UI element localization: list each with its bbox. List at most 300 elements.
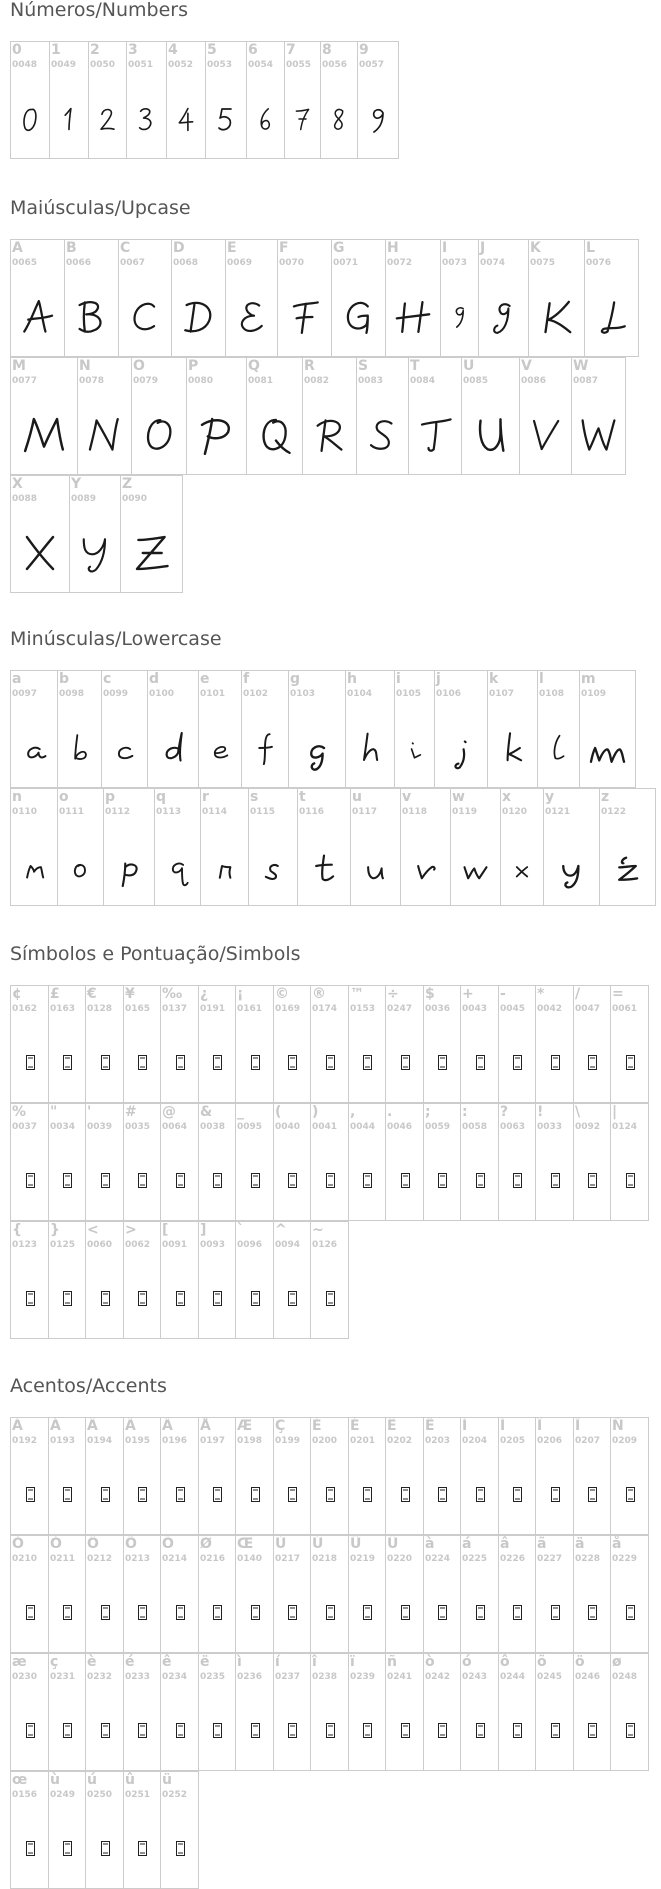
- glyph-character: ä: [575, 1536, 585, 1552]
- glyph-character: Y: [71, 476, 82, 492]
- glyph-character: /: [575, 986, 581, 1002]
- glyph-cell-upper-c: [118, 239, 172, 357]
- glyph-character: 1: [51, 42, 61, 58]
- glyph-sample: [278, 288, 331, 346]
- glyph-character: Å: [200, 1418, 211, 1434]
- glyph-character: -: [500, 986, 506, 1002]
- glyph-character: }: [50, 1222, 60, 1238]
- glyph-code: 0245: [537, 1672, 563, 1682]
- glyph-code: 0161: [237, 1004, 263, 1014]
- glyph-character: ü: [162, 1772, 172, 1788]
- glyph-character: M: [12, 358, 26, 374]
- glyph-sample: [121, 524, 182, 582]
- glyph-code: 0108: [539, 689, 565, 699]
- missing-glyph-icon: [438, 1723, 447, 1738]
- glyph-character: F: [279, 240, 289, 256]
- glyph-cell-u20ac: [85, 985, 124, 1103]
- glyph-code: 0111: [59, 807, 85, 817]
- glyph-character: X: [12, 476, 23, 492]
- glyph-cell-ue8: [85, 1653, 124, 1771]
- glyph-cell-upper-p: [186, 357, 247, 475]
- glyph-code: 0060: [87, 1240, 113, 1250]
- glyph-code: 0073: [442, 258, 468, 268]
- glyph-cell-ud4: [85, 1535, 124, 1653]
- glyph-code: 0063: [500, 1122, 526, 1132]
- missing-glyph-icon: [438, 1055, 447, 1070]
- glyph-character: Ã: [125, 1418, 136, 1434]
- glyph-cell-ufa: [85, 1771, 124, 1889]
- glyph-code: 0122: [601, 807, 627, 817]
- missing-glyph-icon: [363, 1055, 372, 1070]
- glyph-cell-u2e: [385, 1103, 424, 1221]
- missing-glyph-icon: [251, 1055, 260, 1070]
- glyph-sample: [50, 90, 88, 148]
- glyph-character: e: [200, 671, 210, 687]
- glyph-code: 0070: [279, 258, 305, 268]
- glyph-character: â: [500, 1536, 510, 1552]
- glyph-character: H: [387, 240, 399, 256]
- glyph-character: Ì: [462, 1418, 468, 1434]
- missing-glyph-icon: [176, 1291, 185, 1306]
- missing-glyph-icon: [551, 1723, 560, 1738]
- glyph-character: {: [12, 1222, 22, 1238]
- glyph-sample: [11, 524, 69, 582]
- glyph-cell-digit-4: [166, 41, 206, 159]
- glyph-character: ¥: [125, 986, 135, 1002]
- glyph-cell-u27: [85, 1103, 124, 1221]
- glyph-sample: [247, 90, 284, 148]
- glyph-cell-ue7: [48, 1653, 86, 1771]
- glyph-character: q: [156, 789, 167, 805]
- glyph-code: 0250: [87, 1790, 113, 1800]
- glyph-sample: [201, 837, 248, 895]
- missing-glyph-icon: [213, 1605, 222, 1620]
- missing-glyph-icon: [138, 1291, 147, 1306]
- section-title-upcase: Maiúsculas/Upcase: [10, 197, 191, 219]
- glyph-code: 0114: [202, 807, 228, 817]
- glyph-code: 0049: [51, 60, 77, 70]
- glyph-character: È: [312, 1418, 322, 1434]
- glyph-code: 0123: [12, 1240, 38, 1250]
- glyph-character: ã: [537, 1536, 547, 1552]
- glyph-code: 0211: [50, 1554, 76, 1564]
- glyph-cell-digit-9: [357, 41, 399, 159]
- glyph-cell-uc4: [160, 1417, 199, 1535]
- glyph-code: 0194: [87, 1436, 113, 1446]
- section-title-accents: Acentos/Accents: [10, 1375, 167, 1397]
- glyph-cell-u152: [235, 1535, 274, 1653]
- glyph-code: 0099: [103, 689, 129, 699]
- glyph-sample: [78, 406, 131, 464]
- glyph-code: 0229: [612, 1554, 638, 1564]
- glyph-cell-lower-q: [154, 788, 201, 906]
- glyph-cell-lower-a: [10, 670, 58, 788]
- glyph-code: 0035: [125, 1122, 151, 1132]
- glyph-code: 0204: [462, 1436, 488, 1446]
- glyph-cell-upper-l: [584, 239, 639, 357]
- glyph-character: Ó: [50, 1536, 62, 1552]
- glyph-cell-ubf: [198, 985, 236, 1103]
- glyph-sample: [127, 90, 166, 148]
- glyph-cell-u40: [160, 1103, 199, 1221]
- glyph-sample: [529, 288, 584, 346]
- glyph-code: 0232: [87, 1672, 113, 1682]
- glyph-cell-upper-g: [331, 239, 386, 357]
- glyph-sample: [148, 719, 198, 777]
- glyph-code: 0242: [425, 1672, 451, 1682]
- glyph-cell-upper-n: [77, 357, 132, 475]
- glyph-cell-lower-y: [543, 788, 600, 906]
- glyph-cell-lower-n: [10, 788, 58, 906]
- glyph-character: ‰: [162, 986, 183, 1002]
- glyph-character: J: [480, 240, 486, 256]
- glyph-code: 0071: [333, 258, 359, 268]
- glyph-character: é: [125, 1654, 135, 1670]
- glyph-cell-u5f: [235, 1103, 274, 1221]
- glyph-cell-uf4: [498, 1653, 536, 1771]
- glyph-code: 0092: [575, 1122, 601, 1132]
- glyph-sample: [247, 406, 302, 464]
- glyph-code: 0072: [387, 258, 413, 268]
- glyph-cell-ud2: [10, 1535, 49, 1653]
- glyph-sample: [11, 288, 64, 346]
- glyph-code: 0050: [90, 60, 116, 70]
- glyph-code: 0105: [396, 689, 422, 699]
- glyph-sample: [538, 719, 579, 777]
- missing-glyph-icon: [513, 1723, 522, 1738]
- glyph-code: 0156: [12, 1790, 38, 1800]
- glyph-character: L: [586, 240, 595, 256]
- missing-glyph-icon: [101, 1723, 110, 1738]
- missing-glyph-icon: [588, 1173, 597, 1188]
- glyph-code: 0165: [125, 1004, 151, 1014]
- glyph-cell-uf9: [48, 1771, 86, 1889]
- missing-glyph-icon: [176, 1055, 185, 1070]
- missing-glyph-icon: [63, 1605, 72, 1620]
- glyph-code: 0244: [500, 1672, 526, 1682]
- glyph-sample: [346, 719, 394, 777]
- glyph-character: m: [581, 671, 596, 687]
- glyph-sample: [102, 719, 147, 777]
- glyph-cell-upper-q: [246, 357, 303, 475]
- glyph-cell-ueb: [198, 1653, 236, 1771]
- missing-glyph-icon: [213, 1055, 222, 1070]
- glyph-code: 0057: [359, 60, 385, 70]
- glyph-sample: [386, 288, 440, 346]
- glyph-code: 0055: [286, 60, 312, 70]
- missing-glyph-icon: [288, 1173, 297, 1188]
- glyph-cell-u3f: [498, 1103, 536, 1221]
- glyph-cell-lower-p: [103, 788, 155, 906]
- glyph-cell-lower-b: [57, 670, 102, 788]
- glyph-cell-digit-7: [284, 41, 321, 159]
- glyph-code: 0084: [410, 376, 436, 386]
- glyph-character: E: [227, 240, 237, 256]
- glyph-code: 0100: [149, 689, 175, 699]
- missing-glyph-icon: [26, 1055, 35, 1070]
- glyph-code: 0116: [299, 807, 325, 817]
- glyph-character: z: [601, 789, 610, 805]
- glyph-character: =: [612, 986, 624, 1002]
- glyph-code: 0209: [612, 1436, 638, 1446]
- glyph-cell-u28: [273, 1103, 311, 1221]
- missing-glyph-icon: [401, 1173, 410, 1188]
- glyph-code: 0119: [452, 807, 478, 817]
- glyph-character: d: [149, 671, 160, 687]
- glyph-character: ¡: [237, 986, 244, 1002]
- glyph-cell-uc8: [310, 1417, 349, 1535]
- glyph-code: 0064: [162, 1122, 188, 1132]
- glyph-cell-digit-2: [88, 41, 127, 159]
- glyph-sample: [580, 719, 635, 777]
- glyph-character: 5: [207, 42, 217, 58]
- glyph-character: [: [162, 1222, 169, 1238]
- missing-glyph-icon: [251, 1605, 260, 1620]
- missing-glyph-icon: [513, 1055, 522, 1070]
- missing-glyph-icon: [26, 1723, 35, 1738]
- glyph-character: G: [333, 240, 345, 256]
- missing-glyph-icon: [326, 1487, 335, 1502]
- missing-glyph-icon: [101, 1841, 110, 1856]
- glyph-cell-upper-v: [519, 357, 572, 475]
- missing-glyph-icon: [363, 1723, 372, 1738]
- glyph-code: 0169: [275, 1004, 301, 1014]
- glyph-sample: [544, 837, 599, 895]
- section-title-numbers: Números/Numbers: [10, 0, 188, 21]
- glyph-cell-u7c: [610, 1103, 649, 1221]
- glyph-code: 0054: [248, 60, 274, 70]
- glyph-cell-udc: [385, 1535, 424, 1653]
- glyph-code: 0198: [237, 1436, 263, 1446]
- glyph-code: 0213: [125, 1554, 151, 1564]
- glyph-code: 0237: [275, 1672, 301, 1682]
- missing-glyph-icon: [363, 1487, 372, 1502]
- glyph-character: K: [530, 240, 541, 256]
- glyph-sample: [572, 406, 625, 464]
- glyph-code: 0091: [162, 1240, 188, 1250]
- glyph-sample: [409, 406, 461, 464]
- glyph-code: 0249: [50, 1790, 76, 1800]
- glyph-character: 8: [322, 42, 332, 58]
- glyph-code: 0137: [162, 1004, 188, 1014]
- glyph-code: 0153: [350, 1004, 376, 1014]
- glyph-code: 0196: [162, 1436, 188, 1446]
- glyph-code: 0120: [502, 807, 528, 817]
- glyph-code: 0113: [156, 807, 182, 817]
- glyph-cell-ue1: [460, 1535, 499, 1653]
- glyph-cell-upper-h: [385, 239, 441, 357]
- glyph-code: 0061: [612, 1004, 638, 1014]
- glyph-cell-ue9: [123, 1653, 161, 1771]
- glyph-character: Æ: [237, 1418, 253, 1434]
- glyph-character: 0: [12, 42, 22, 58]
- missing-glyph-icon: [63, 1291, 72, 1306]
- glyph-cell-lower-i: [394, 670, 435, 788]
- glyph-character: ©: [275, 986, 289, 1002]
- missing-glyph-icon: [138, 1173, 147, 1188]
- glyph-code: 0201: [350, 1436, 376, 1446]
- glyph-code: 0062: [125, 1240, 151, 1250]
- missing-glyph-icon: [551, 1055, 560, 1070]
- glyph-cell-uea: [160, 1653, 199, 1771]
- glyph-cell-uec: [235, 1653, 274, 1771]
- glyph-character: @: [162, 1104, 176, 1120]
- glyph-character: ÷: [387, 986, 399, 1002]
- missing-glyph-icon: [26, 1291, 35, 1306]
- glyph-character: x: [502, 789, 512, 805]
- glyph-character: 2: [90, 42, 100, 58]
- glyph-cell-lower-l: [537, 670, 580, 788]
- glyph-sample: [462, 406, 519, 464]
- glyph-cell-u24: [423, 985, 461, 1103]
- missing-glyph-icon: [138, 1487, 147, 1502]
- glyph-code: 0205: [500, 1436, 526, 1446]
- glyph-character: W: [573, 358, 589, 374]
- glyph-code: 0200: [312, 1436, 338, 1446]
- glyph-code: 0037: [12, 1122, 38, 1132]
- glyph-sample: [488, 719, 537, 777]
- glyph-code: 0052: [168, 60, 194, 70]
- glyph-character: a: [12, 671, 22, 687]
- glyph-character: î: [312, 1654, 317, 1670]
- glyph-character: l: [539, 671, 544, 687]
- glyph-sample: [298, 837, 350, 895]
- glyph-character: ç: [50, 1654, 59, 1670]
- glyph-sample: [289, 719, 345, 777]
- glyph-code: 0226: [500, 1554, 526, 1564]
- glyph-character: S: [358, 358, 369, 374]
- glyph-character: á: [462, 1536, 472, 1552]
- glyph-character: w: [452, 789, 465, 805]
- glyph-character: k: [489, 671, 499, 687]
- glyph-cell-uee: [310, 1653, 349, 1771]
- glyph-cell-u25: [10, 1103, 49, 1221]
- glyph-character: æ: [12, 1654, 27, 1670]
- glyph-code: 0096: [237, 1240, 263, 1250]
- glyph-code: 0202: [387, 1436, 413, 1446]
- glyph-cell-digit-0: [10, 41, 50, 159]
- missing-glyph-icon: [438, 1487, 447, 1502]
- missing-glyph-icon: [26, 1173, 35, 1188]
- glyph-code: 0104: [347, 689, 373, 699]
- glyph-sample: [155, 837, 200, 895]
- glyph-code: 0094: [275, 1240, 301, 1250]
- glyph-character: À: [12, 1418, 23, 1434]
- glyph-character: o: [59, 789, 69, 805]
- glyph-code: 0044: [350, 1122, 376, 1132]
- missing-glyph-icon: [176, 1487, 185, 1502]
- glyph-character: f: [243, 671, 250, 687]
- glyph-character: Õ: [125, 1536, 137, 1552]
- glyph-cell-ua1: [235, 985, 274, 1103]
- glyph-sample: [58, 837, 103, 895]
- glyph-cell-upper-w: [571, 357, 626, 475]
- glyph-code: 0069: [227, 258, 253, 268]
- glyph-cell-u2b: [460, 985, 499, 1103]
- missing-glyph-icon: [326, 1723, 335, 1738]
- glyph-cell-ud6: [160, 1535, 199, 1653]
- glyph-cell-ud3: [48, 1535, 86, 1653]
- glyph-character: ò: [425, 1654, 435, 1670]
- missing-glyph-icon: [176, 1723, 185, 1738]
- glyph-code: 0093: [200, 1240, 226, 1250]
- glyph-character: É: [350, 1418, 360, 1434]
- glyph-code: 0078: [79, 376, 105, 386]
- glyph-character: A: [12, 240, 23, 256]
- missing-glyph-icon: [288, 1723, 297, 1738]
- missing-glyph-icon: [363, 1173, 372, 1188]
- glyph-cell-upper-m: [10, 357, 78, 475]
- missing-glyph-icon: [213, 1723, 222, 1738]
- missing-glyph-icon: [401, 1487, 410, 1502]
- glyph-cell-u2d: [498, 985, 536, 1103]
- glyph-character: .: [387, 1104, 393, 1120]
- missing-glyph-icon: [626, 1605, 635, 1620]
- glyph-cell-u5d: [198, 1221, 236, 1339]
- glyph-code: 0068: [173, 258, 199, 268]
- glyph-character: 9: [359, 42, 369, 58]
- glyph-character: U: [463, 358, 475, 374]
- glyph-character: Ö: [162, 1536, 174, 1552]
- glyph-cell-ue0: [423, 1535, 461, 1653]
- glyph-character: ¿: [200, 986, 209, 1002]
- missing-glyph-icon: [213, 1291, 222, 1306]
- glyph-code: 0235: [200, 1672, 226, 1682]
- glyph-cell-upper-f: [277, 239, 332, 357]
- glyph-cell-upper-z: [120, 475, 183, 593]
- glyph-cell-u2030: [160, 985, 199, 1103]
- glyph-cell-ua3: [48, 985, 86, 1103]
- glyph-code: 0082: [304, 376, 330, 386]
- glyph-cell-upper-t: [408, 357, 462, 475]
- glyph-cell-ud8: [198, 1535, 236, 1653]
- glyph-sample: [303, 406, 356, 464]
- missing-glyph-icon: [138, 1605, 147, 1620]
- glyph-cell-ucc: [460, 1417, 499, 1535]
- glyph-code: 0248: [612, 1672, 638, 1682]
- glyph-cell-uf1: [385, 1653, 424, 1771]
- glyph-code: 0058: [462, 1122, 488, 1132]
- glyph-code: 0086: [521, 376, 547, 386]
- glyph-code: 0118: [402, 807, 428, 817]
- missing-glyph-icon: [251, 1487, 260, 1502]
- missing-glyph-icon: [138, 1723, 147, 1738]
- missing-glyph-icon: [176, 1173, 185, 1188]
- glyph-character: \: [575, 1104, 581, 1120]
- missing-glyph-icon: [63, 1841, 72, 1856]
- glyph-cell-uc2: [85, 1417, 124, 1535]
- glyph-character: |: [612, 1104, 618, 1120]
- glyph-cell-u7e: [310, 1221, 349, 1339]
- glyph-cell-ue2: [498, 1535, 536, 1653]
- glyph-character: t: [299, 789, 306, 805]
- glyph-code: 0214: [162, 1554, 188, 1564]
- glyph-code: 0109: [581, 689, 607, 699]
- glyph-code: 0101: [200, 689, 226, 699]
- glyph-character: p: [105, 789, 116, 805]
- glyph-code: 0033: [537, 1122, 563, 1132]
- glyph-code: 0088: [12, 494, 38, 504]
- glyph-cell-lower-o: [57, 788, 104, 906]
- glyph-cell-ud1: [610, 1417, 649, 1535]
- glyph-character: _: [237, 1104, 244, 1120]
- missing-glyph-icon: [438, 1605, 447, 1620]
- glyph-code: 0034: [50, 1122, 76, 1132]
- section-title-symbols: Símbolos e Pontuação/Simbols: [10, 943, 301, 965]
- glyph-character: &: [200, 1104, 213, 1120]
- missing-glyph-icon: [326, 1055, 335, 1070]
- glyph-character: ú: [87, 1772, 97, 1788]
